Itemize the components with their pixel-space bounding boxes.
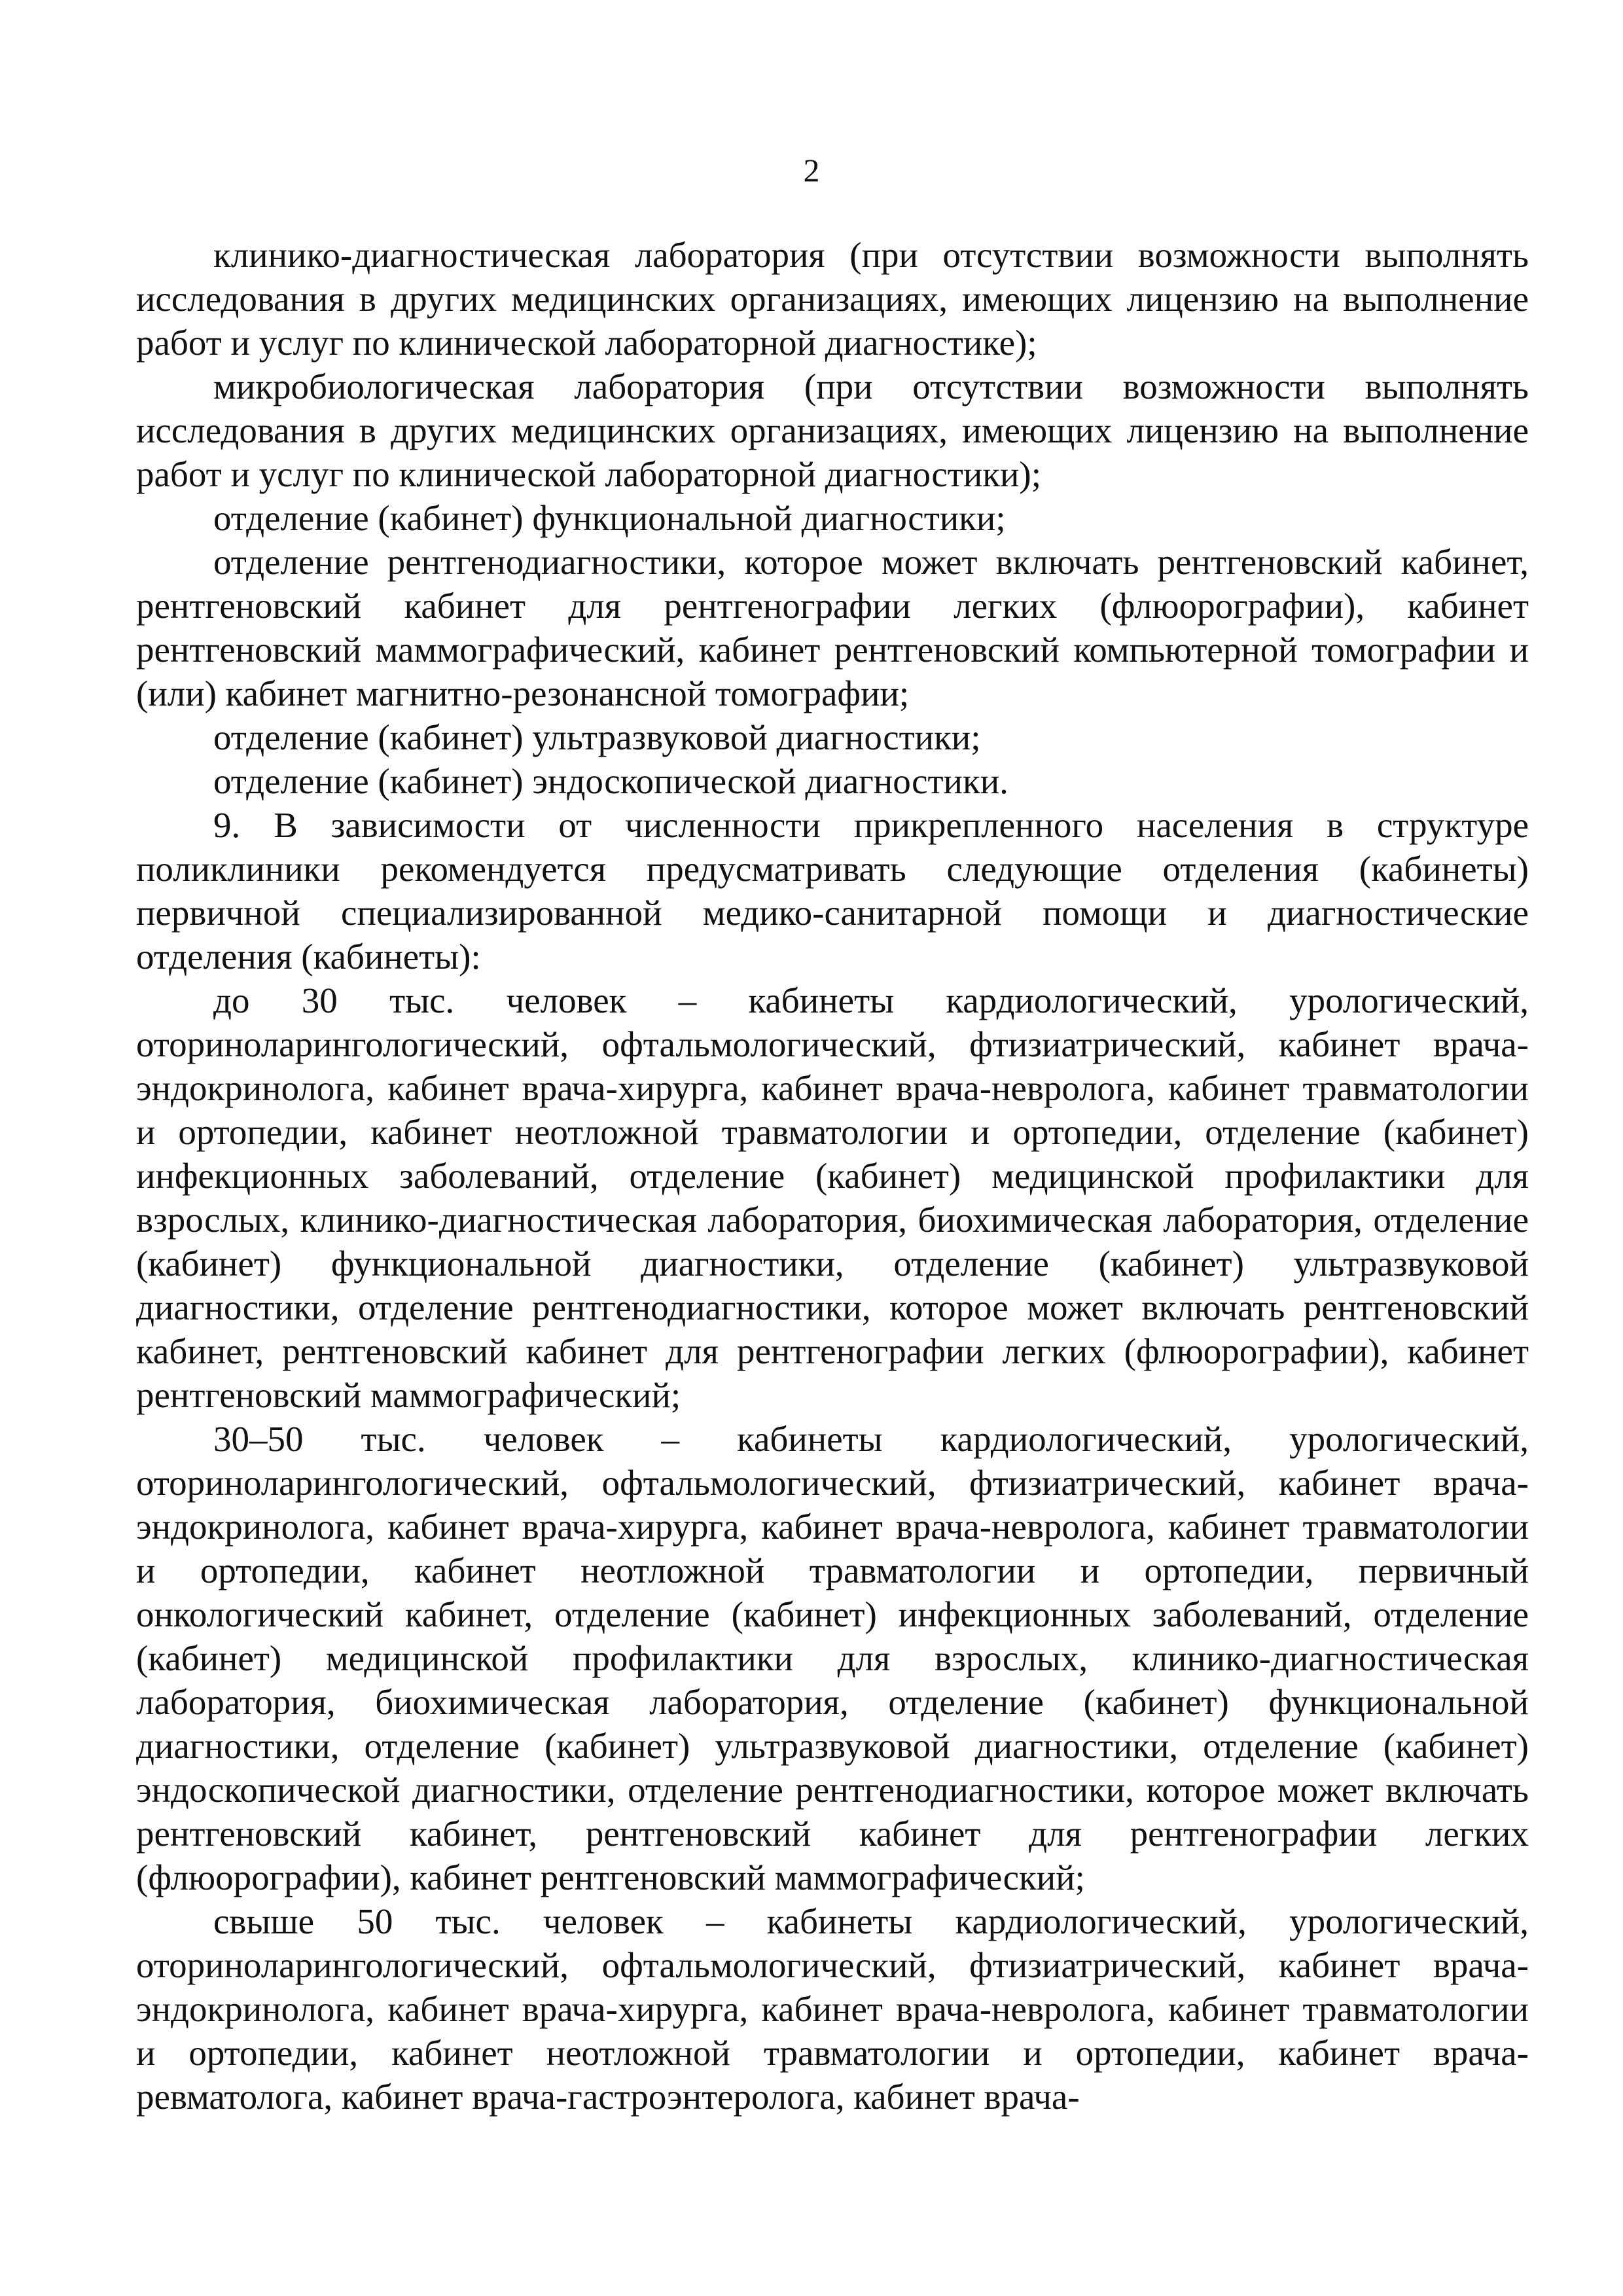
paragraph-30-50k: 30–50 тыс. человек – кабинеты кардиологический, урологический, оториноларингологический, офтальмологический, фтизиатрический, кабинет врача-эндокринолога, кабинет врача-хирурга, кабинет врача-невролога, кабинет травматологии и ортопедии, кабинет неотложной травматологии и ортопедии, первичный онкологический кабинет, отделение (кабинет) инфекционных заболеваний, отделение (кабинет) медицинской профилактики для взрослых, клинико-диагностическая лаборатория, биохимическая лаборатория, отделение (кабинет) функциональной диагностики, отделение (кабинет) ультразвуковой диагностики, отделение (кабинет) эндоскопической диагностики, отделение рентгенодиагностики, которое может включать рентгеновский кабинет, рентгеновский кабинет для рентгенографии легких (флюорографии), кабинет рентгеновский маммографический; (136, 1419, 1529, 1897)
page-number: 2 (803, 152, 820, 188)
paragraph-endoscopic-diagnostics: отделение (кабинет) эндоскопической диагностики. (213, 761, 1008, 801)
paragraph-x-ray-department: отделение рентгенодиагностики, которое может включать рентгеновский кабинет, рентгеновский кабинет для рентгенографии легких (флюорографии), кабинет рентгеновский маммографический, кабинет рентгеновский компьютерной томографии и (или) кабинет магнитно-резонансной томографии; (136, 542, 1529, 713)
paragraph-ultrasound-diagnostics: отделение (кабинет) ультразвуковой диагностики; (213, 717, 981, 757)
paragraph-over-50k: свыше 50 тыс. человек – кабинеты кардиологический, урологический, оториноларингологический, офтальмологический, фтизиатрический, кабинет врача-эндокринолога, кабинет врача-хирурга, кабинет врача-невролога, кабинет травматологии и ортопедии, кабинет неотложной травматологии и ортопедии, кабинет врача-ревматолога, кабинет врача-гастроэнтеролога, кабинет врача- (136, 1901, 1529, 2117)
paragraph-item-9: 9. В зависимости от численности прикрепленного населения в структуре поликлиники рекомендуется предусматривать следующие отделения (кабинеты) первичной специализированной медико-санитарной помощи и диагностические отделения (кабинеты): (136, 805, 1529, 977)
paragraph-clinical-lab: клинико-диагностическая лаборатория (при отсутствии возможности выполнять исследования в других медицинских организациях, имеющих лицензию на выполнение работ и услуг по клинической лабораторной диагностике); (136, 235, 1529, 363)
paragraph-microbiology-lab: микробиологическая лаборатория (при отсутствии возможности выполнять исследования в других медицинских организациях, имеющих лицензию на выполнение работ и услуг по клинической лабораторной диагностики); (136, 367, 1529, 494)
paragraph-up-to-30k: до 30 тыс. человек – кабинеты кардиологический, урологический, оториноларингологический, офтальмологический, фтизиатрический, кабинет врача-эндокринолога, кабинет врача-хирурга, кабинет врача-невролога, кабинет травматологии и ортопедии, кабинет неотложной травматологии и ортопедии, отделение (кабинет) инфекционных заболеваний, отделение (кабинет) медицинской профилактики для взрослых, клинико-диагностическая лаборатория, биохимическая лаборатория, отделение (кабинет) функциональной диагностики, отделение (кабинет) ультразвуковой диагностики, отделение рентгенодиагностики, которое может включать рентгеновский кабинет, рентгеновский кабинет для рентгенографии легких (флюорографии), кабинет рентгеновский маммографический; (136, 980, 1529, 1415)
paragraph-functional-diagnostics: отделение (кабинет) функциональной диагностики; (213, 498, 1006, 538)
document-body (136, 233, 1529, 2119)
